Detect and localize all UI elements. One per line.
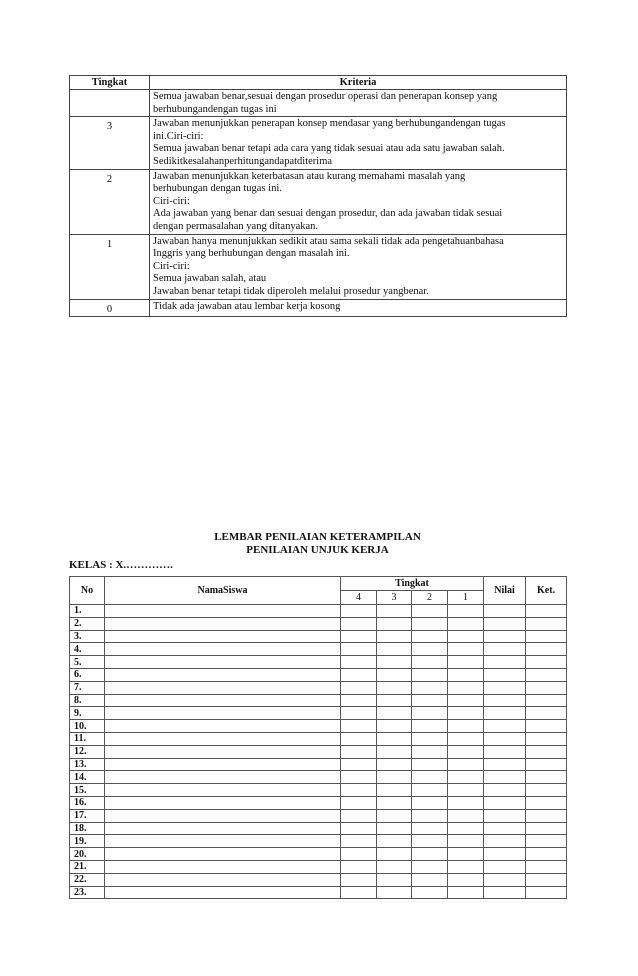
student-row [70, 771, 567, 784]
nilai-cell [484, 745, 526, 758]
level-3-cell [377, 796, 412, 809]
header-no: No [70, 577, 105, 605]
nilai-cell [484, 694, 526, 707]
nilai-cell [484, 656, 526, 669]
level-3-cell [377, 860, 412, 873]
ket-cell [526, 758, 567, 771]
row-number: 21. [70, 860, 105, 873]
header-level-4: 4 [341, 591, 377, 605]
level-1-cell [448, 796, 484, 809]
criteria-row [70, 299, 567, 317]
nama-siswa-cell [105, 886, 341, 899]
ket-cell [526, 720, 567, 733]
level-4-cell [341, 630, 377, 643]
row-number: 22. [70, 873, 105, 886]
ket-cell [526, 643, 567, 656]
criteria-line: berhubungan dengan tugas ini. [153, 183, 282, 195]
level-4-cell [341, 758, 377, 771]
criteria-level: 1 [70, 234, 150, 299]
level-3-cell [377, 681, 412, 694]
level-3-cell [377, 617, 412, 630]
level-1-cell [448, 630, 484, 643]
level-3-cell [377, 886, 412, 899]
level-2-cell [412, 848, 448, 861]
level-2-cell [412, 809, 448, 822]
level-2-cell [412, 720, 448, 733]
nilai-cell [484, 860, 526, 873]
criteria-description [150, 234, 567, 299]
criteria-line: berhubungandengan tugas ini [153, 103, 277, 115]
nama-siswa-cell [105, 835, 341, 848]
ket-cell [526, 732, 567, 745]
level-1-cell [448, 784, 484, 797]
ket-cell [526, 860, 567, 873]
level-1-cell [448, 605, 484, 618]
row-number: 11. [70, 732, 105, 745]
row-number: 3. [70, 630, 105, 643]
student-row [70, 848, 567, 861]
header-level-3: 3 [377, 591, 412, 605]
row-number: 8. [70, 694, 105, 707]
ket-cell [526, 630, 567, 643]
student-row [70, 822, 567, 835]
row-number: 1. [70, 605, 105, 618]
ket-cell [526, 886, 567, 899]
level-2-cell [412, 835, 448, 848]
criteria-row [70, 90, 567, 117]
level-1-cell [448, 720, 484, 733]
ket-cell [526, 809, 567, 822]
level-3-cell [377, 873, 412, 886]
nama-siswa-cell [105, 745, 341, 758]
level-3-cell [377, 720, 412, 733]
level-1-cell [448, 681, 484, 694]
row-number: 20. [70, 848, 105, 861]
nama-siswa-cell [105, 758, 341, 771]
criteria-line: ini.Ciri-ciri: [153, 130, 204, 142]
header-tingkat-group: Tingkat [341, 577, 484, 591]
level-3-cell [377, 643, 412, 656]
criteria-line: Ada jawaban yang benar dan sesuai dengan prosedur, dan ada jawaban tidak sesuai [153, 208, 503, 220]
student-row [70, 720, 567, 733]
criteria-line: Jawaban hanya menunjukkan sedikit atau sama sekali tidak ada pengetahuanbahasa [153, 235, 504, 247]
header-level-2: 2 [412, 591, 448, 605]
row-number: 13. [70, 758, 105, 771]
row-number: 6. [70, 668, 105, 681]
header-tingkat: Tingkat [70, 76, 150, 90]
level-3-cell [377, 694, 412, 707]
criteria-description [150, 117, 567, 169]
nama-siswa-cell [105, 796, 341, 809]
level-2-cell [412, 732, 448, 745]
criteria-header-row [70, 76, 567, 90]
row-number: 5. [70, 656, 105, 669]
nama-siswa-cell [105, 873, 341, 886]
student-row [70, 784, 567, 797]
nilai-cell [484, 809, 526, 822]
level-2-cell [412, 707, 448, 720]
level-3-cell [377, 784, 412, 797]
nama-siswa-cell [105, 809, 341, 822]
student-row [70, 758, 567, 771]
ket-cell [526, 605, 567, 618]
header-ket: Ket. [526, 577, 567, 605]
student-row [70, 796, 567, 809]
level-1-cell [448, 886, 484, 899]
criteria-level: 0 [70, 299, 150, 317]
nama-siswa-cell [105, 656, 341, 669]
ket-cell [526, 694, 567, 707]
row-number: 16. [70, 796, 105, 809]
nilai-cell [484, 873, 526, 886]
ket-cell [526, 745, 567, 758]
level-1-cell [448, 848, 484, 861]
nilai-cell [484, 681, 526, 694]
criteria-table [69, 75, 567, 317]
level-1-cell [448, 643, 484, 656]
level-4-cell [341, 835, 377, 848]
student-row [70, 809, 567, 822]
level-3-cell [377, 630, 412, 643]
ket-cell [526, 668, 567, 681]
level-3-cell [377, 605, 412, 618]
criteria-row [70, 117, 567, 169]
nama-siswa-cell [105, 668, 341, 681]
student-row [70, 694, 567, 707]
nama-siswa-cell [105, 617, 341, 630]
criteria-description [150, 90, 567, 117]
student-row [70, 643, 567, 656]
level-1-cell [448, 873, 484, 886]
student-row [70, 656, 567, 669]
level-2-cell [412, 630, 448, 643]
criteria-line: Semua jawaban salah, atau [153, 273, 267, 285]
criteria-line: Sedikitkesalahanperhitungandapatditerima [153, 155, 333, 167]
row-number: 15. [70, 784, 105, 797]
row-number: 23. [70, 886, 105, 899]
nilai-cell [484, 848, 526, 861]
level-1-cell [448, 617, 484, 630]
nama-siswa-cell [105, 822, 341, 835]
level-2-cell [412, 643, 448, 656]
student-row [70, 630, 567, 643]
criteria-level [70, 90, 150, 117]
student-row [70, 668, 567, 681]
level-2-cell [412, 822, 448, 835]
level-1-cell [448, 668, 484, 681]
criteria-line: Inggris yang berhubungan dengan masalah ini. [153, 248, 350, 260]
level-2-cell [412, 745, 448, 758]
student-row [70, 617, 567, 630]
nilai-cell [484, 617, 526, 630]
student-row [70, 707, 567, 720]
student-row [70, 873, 567, 886]
level-2-cell [412, 656, 448, 669]
level-3-cell [377, 848, 412, 861]
level-4-cell [341, 605, 377, 618]
score-sheet-table [69, 576, 567, 899]
criteria-line: Ciri-ciri: [153, 260, 190, 272]
ket-cell [526, 656, 567, 669]
level-2-cell [412, 796, 448, 809]
header-level-1: 1 [448, 591, 484, 605]
level-3-cell [377, 758, 412, 771]
nilai-cell [484, 835, 526, 848]
level-4-cell [341, 860, 377, 873]
nilai-cell [484, 758, 526, 771]
level-1-cell [448, 707, 484, 720]
ket-cell [526, 873, 567, 886]
level-1-cell [448, 745, 484, 758]
level-3-cell [377, 707, 412, 720]
sheet-title: LEMBAR PENILAIAN KETERAMPILAN [214, 531, 421, 543]
row-number: 2. [70, 617, 105, 630]
level-2-cell [412, 886, 448, 899]
level-4-cell [341, 707, 377, 720]
level-4-cell [341, 784, 377, 797]
criteria-line: Jawaban menunjukkan keterbatasan atau kurang memahami masalah yang [153, 170, 466, 182]
level-1-cell [448, 732, 484, 745]
level-4-cell [341, 668, 377, 681]
nilai-cell [484, 822, 526, 835]
row-number: 4. [70, 643, 105, 656]
row-number: 17. [70, 809, 105, 822]
kelas-label: KELAS : X.…………. [69, 559, 173, 571]
level-3-cell [377, 822, 412, 835]
nama-siswa-cell [105, 732, 341, 745]
nama-siswa-cell [105, 860, 341, 873]
criteria-line: Tidak ada jawaban atau lembar kerja kosong [153, 300, 341, 312]
level-3-cell [377, 745, 412, 758]
level-3-cell [377, 771, 412, 784]
level-3-cell [377, 732, 412, 745]
level-2-cell [412, 617, 448, 630]
ket-cell [526, 771, 567, 784]
level-4-cell [341, 873, 377, 886]
student-row [70, 860, 567, 873]
level-3-cell [377, 809, 412, 822]
nama-siswa-cell [105, 681, 341, 694]
level-4-cell [341, 617, 377, 630]
student-row [70, 732, 567, 745]
header-nama-siswa: NamaSiswa [105, 577, 341, 605]
level-1-cell [448, 809, 484, 822]
sheet-subtitle: PENILAIAN UNJUK KERJA [246, 544, 389, 556]
criteria-line: Semua jawaban benar,sesuai dengan prosedur operasi dan penerapan konsep yang [153, 91, 498, 102]
level-2-cell [412, 694, 448, 707]
ket-cell [526, 796, 567, 809]
ket-cell [526, 784, 567, 797]
ket-cell [526, 617, 567, 630]
level-3-cell [377, 835, 412, 848]
row-number: 19. [70, 835, 105, 848]
ket-cell [526, 681, 567, 694]
student-row [70, 886, 567, 899]
level-1-cell [448, 860, 484, 873]
nilai-cell [484, 886, 526, 899]
student-row [70, 745, 567, 758]
nilai-cell [484, 630, 526, 643]
level-4-cell [341, 643, 377, 656]
level-4-cell [341, 720, 377, 733]
level-4-cell [341, 745, 377, 758]
nama-siswa-cell [105, 605, 341, 618]
level-4-cell [341, 656, 377, 669]
level-2-cell [412, 668, 448, 681]
nilai-cell [484, 668, 526, 681]
criteria-line: Semua jawaban benar tetapi ada cara yang tidak sesuai atau ada satu jawaban salah. [153, 143, 505, 155]
nilai-cell [484, 771, 526, 784]
criteria-row [70, 234, 567, 299]
level-3-cell [377, 656, 412, 669]
criteria-line: dengan permasalahan yang ditanyakan. [153, 220, 319, 232]
level-1-cell [448, 656, 484, 669]
student-row [70, 835, 567, 848]
criteria-row [70, 169, 567, 234]
level-2-cell [412, 784, 448, 797]
nilai-cell [484, 732, 526, 745]
level-1-cell [448, 694, 484, 707]
nilai-cell [484, 720, 526, 733]
level-4-cell [341, 822, 377, 835]
level-4-cell [341, 694, 377, 707]
nilai-cell [484, 643, 526, 656]
nilai-cell [484, 707, 526, 720]
nama-siswa-cell [105, 694, 341, 707]
nilai-cell [484, 605, 526, 618]
row-number: 14. [70, 771, 105, 784]
level-4-cell [341, 681, 377, 694]
row-number: 7. [70, 681, 105, 694]
criteria-description [150, 169, 567, 234]
criteria-line: Jawaban menunjukkan penerapan konsep mendasar yang berhubungandengan tugas [153, 118, 506, 130]
nilai-cell [484, 796, 526, 809]
ket-cell [526, 848, 567, 861]
criteria-level: 3 [70, 117, 150, 169]
level-4-cell [341, 796, 377, 809]
level-2-cell [412, 758, 448, 771]
level-1-cell [448, 822, 484, 835]
level-2-cell [412, 681, 448, 694]
level-1-cell [448, 771, 484, 784]
criteria-level: 2 [70, 169, 150, 234]
criteria-line: Jawaban benar tetapi tidak diperoleh melalui prosedur yangbenar. [153, 285, 429, 297]
row-number: 12. [70, 745, 105, 758]
level-2-cell [412, 771, 448, 784]
header-nilai: Nilai [484, 577, 526, 605]
ket-cell [526, 822, 567, 835]
ket-cell [526, 707, 567, 720]
level-4-cell [341, 886, 377, 899]
nama-siswa-cell [105, 707, 341, 720]
student-row [70, 681, 567, 694]
level-1-cell [448, 835, 484, 848]
nama-siswa-cell [105, 848, 341, 861]
nama-siswa-cell [105, 630, 341, 643]
student-row [70, 605, 567, 618]
sheet-header-row [70, 577, 567, 591]
header-kriteria: Kriteria [150, 76, 567, 90]
level-4-cell [341, 732, 377, 745]
level-2-cell [412, 860, 448, 873]
criteria-line: Ciri-ciri: [153, 195, 190, 207]
level-4-cell [341, 809, 377, 822]
level-4-cell [341, 848, 377, 861]
row-number: 10. [70, 720, 105, 733]
level-2-cell [412, 605, 448, 618]
row-number: 9. [70, 707, 105, 720]
level-3-cell [377, 668, 412, 681]
nama-siswa-cell [105, 784, 341, 797]
nilai-cell [484, 784, 526, 797]
nama-siswa-cell [105, 643, 341, 656]
nama-siswa-cell [105, 771, 341, 784]
level-4-cell [341, 771, 377, 784]
row-number: 18. [70, 822, 105, 835]
nama-siswa-cell [105, 720, 341, 733]
level-2-cell [412, 873, 448, 886]
level-1-cell [448, 758, 484, 771]
criteria-description [150, 299, 567, 317]
ket-cell [526, 835, 567, 848]
